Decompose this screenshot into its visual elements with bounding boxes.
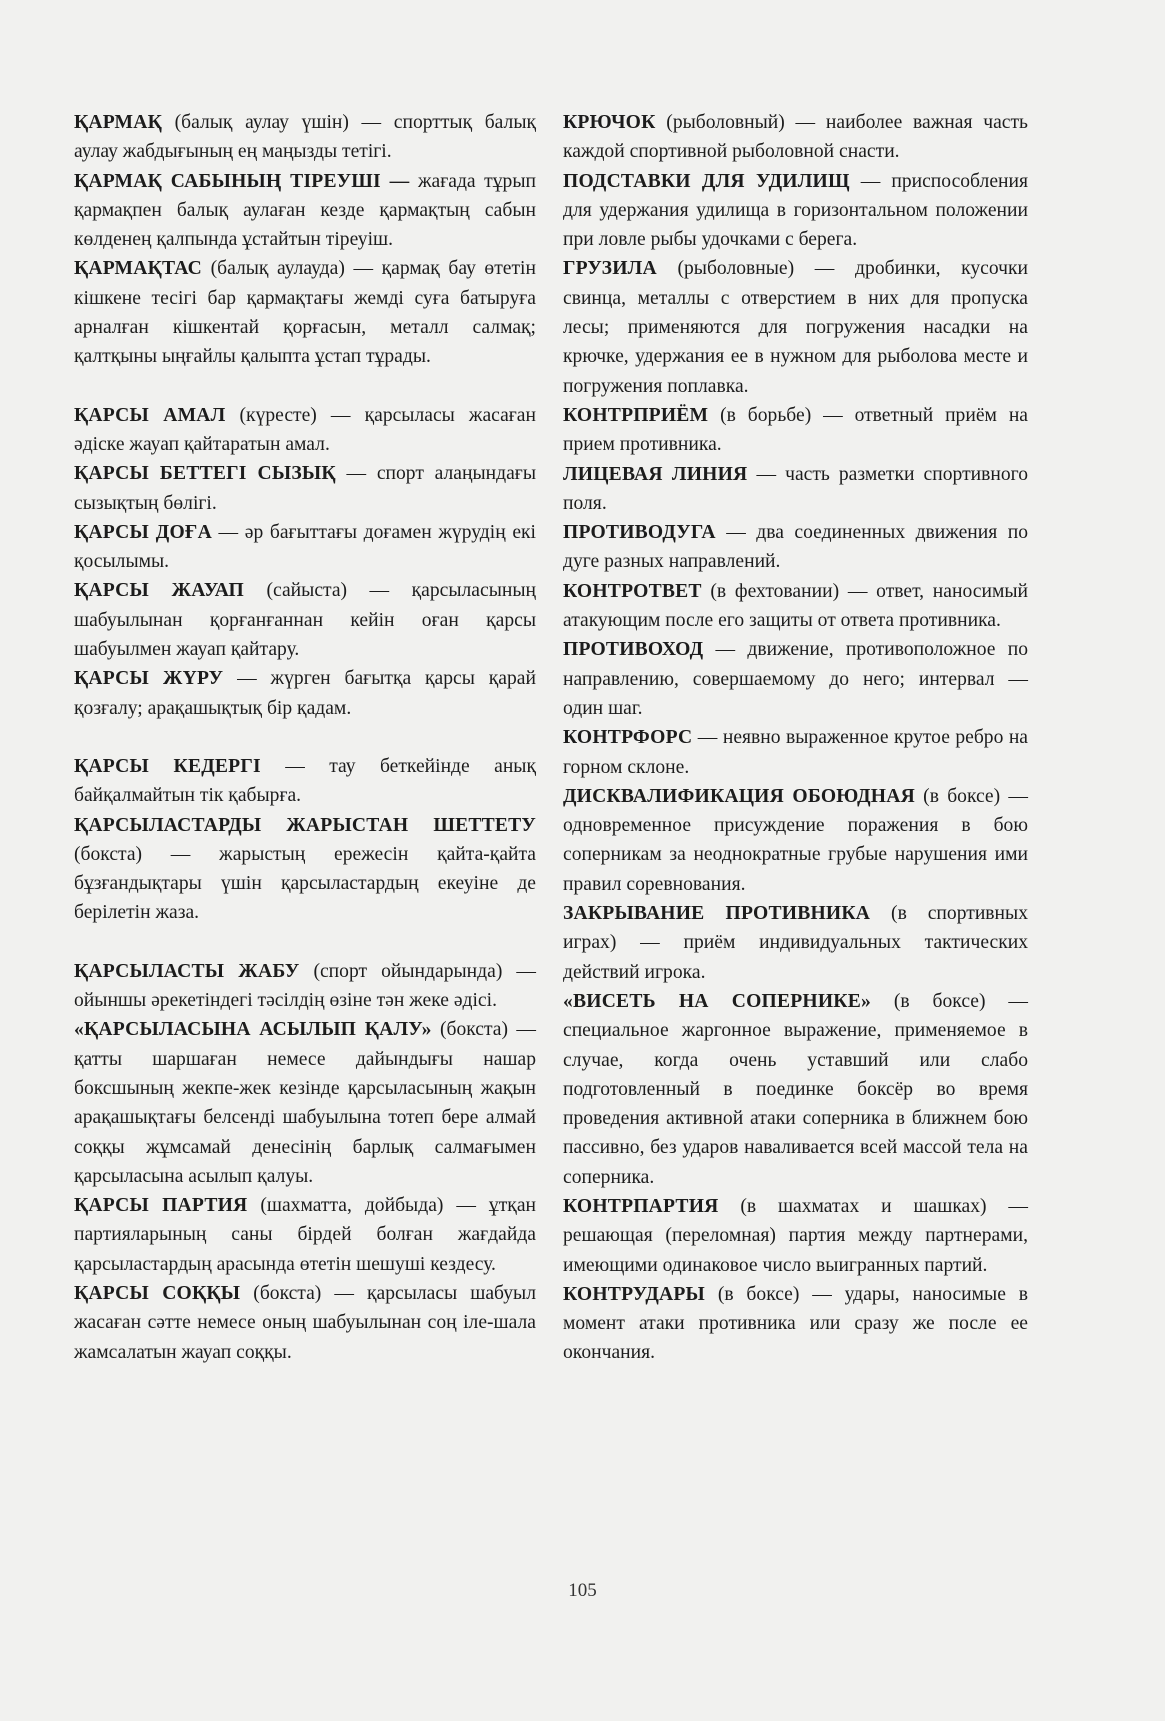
dictionary-entry (563, 899, 1028, 987)
dictionary-entry (563, 401, 1028, 460)
entry-term: ҚАРСЫ ЖҮРУ (74, 668, 224, 690)
entry-term: ҚАРСЫ ЖАУАП (74, 580, 245, 602)
dictionary-entry (563, 167, 1028, 255)
entry-term: ЛИЦЕВАЯ ЛИНИЯ (563, 463, 748, 485)
entry-definition: (в спортивных играх) — приём индивидуальных тактических действий игрока. (563, 903, 1029, 983)
dictionary-entry (563, 577, 1028, 636)
entry-definition: (күресте) — қарсыласы жасаған әдіске жауап қайтаратын амал. (74, 404, 536, 455)
entry-definition: (рыболовный) — наиболее важная часть каждой спортивной рыболовной снасти. (563, 112, 1028, 163)
dictionary-entry (563, 460, 1028, 519)
entry-term: ҚАРСЫ КЕДЕРГІ (74, 755, 261, 777)
entry-term: ПОДСТАВКИ ДЛЯ УДИЛИЩ (563, 170, 850, 192)
entry-term: ҚАРМАҚТАС (74, 258, 203, 280)
page-number: 105 (568, 1580, 597, 1601)
entry-definition: — тау беткейінде анық байқалмайтын тік қабырға. (74, 755, 536, 807)
entry-definition: (бокста) — жарыстың ережесін қайта-қайта бұзғандықтары үшін қарсыластардың екеуіне де берілетін жаза. (74, 843, 536, 924)
entry-term: ҚАРСЫ СОҚҚЫ (74, 1282, 241, 1304)
dictionary-entry (563, 723, 1028, 782)
entry-definition: (бокста) — қатты шаршаған немесе дайындығы нашар боксшының жекпе-жек кезінде қарсыласының жақын арақашықтағы белсенді шабуылына тотеп бере алмай соққы жұмсамай денесінің барлық салмағымен қарсыласына асылып қалуы. (74, 1019, 536, 1187)
entry-definition: — жүрген бағытқа қарсы қарай қозғалу; арақашықтық бір қадам. (74, 668, 536, 719)
entry-term: ПРОТИВОХОД (563, 639, 704, 661)
dictionary-entry (74, 254, 536, 371)
entry-term: ҚАРМАҚ (74, 112, 163, 133)
entry-definition: — спорт алаңындағы сызықтың бөлігі. (74, 463, 536, 514)
dictionary-entry (74, 459, 536, 518)
dictionary-entry (563, 782, 1028, 899)
entry-definition: жағада тұрып қармақпен балық аулаған кезде қармақтың сабын көлденең қалпында ұстайтын тіреуіш. (74, 170, 536, 251)
entry-term: ҚАРСЫ БЕТТЕГІ СЫЗЫҚ (74, 463, 336, 485)
dictionary-entry (74, 167, 536, 255)
entry-definition: — әр бағыттағы доғамен жүрудің екі қосылымы. (74, 521, 536, 573)
entry-term: ДИСКВАЛИФИКАЦИЯ ОБОЮДНАЯ (563, 785, 915, 807)
dictionary-entry (563, 254, 1028, 400)
dictionary-entry (74, 576, 536, 664)
entry-definition: — неявно выраженное крутое ребро на горном склоне. (563, 727, 1028, 778)
entry-definition: (в шахматах и шашках) — решающая (переломная) партия между партнерами, имеющими одинаковое число выигранных партий. (563, 1195, 1028, 1276)
entry-term: ҚАРСЫ АМАЛ (74, 404, 226, 426)
entry-definition: (в боксе) — одновременное присуждение поражения в бою соперникам за неоднократные грубые нарушения ими правил соревнования. (563, 785, 1028, 895)
dictionary-entry (563, 987, 1028, 1192)
entry-term: ҚАРМАҚ САБЫНЫҢ ТІРЕУШІ — (74, 170, 410, 192)
entry-term: КОНТРПРИЁМ (563, 404, 709, 426)
entry-term: ҚАРСЫЛАСТАРДЫ ЖАРЫСТАН ШЕТТЕТУ (74, 814, 536, 836)
dictionary-entry (74, 1015, 536, 1191)
left-column-kazakh (74, 108, 536, 1367)
dictionary-entry (563, 1280, 1028, 1368)
dictionary-entry (74, 752, 536, 811)
entry-definition: — приспособления для удержания удилища в горизонтальном положении при ловле рыбы удочками с берега. (563, 170, 1028, 251)
dictionary-entry (563, 635, 1028, 723)
dictionary-entry (74, 108, 536, 167)
entry-definition: (бокста) — қарсыласы шабуыл жасаған сәтте немесе оның шабуылынан соң іле-шала жамсалатын жауап соққы. (74, 1282, 536, 1363)
entry-definition: (рыболовные) — дробинки, кусочки свинца, металлы с отверстием в них для пропуска лесы; применяются для погружения насадки на крючке, удержания ее в нужном для рыболова месте и погружения поплавка. (563, 258, 1028, 397)
dictionary-entry (74, 811, 536, 928)
entry-definition: — часть разметки спортивного поля. (563, 463, 1028, 514)
dictionary-entry (74, 1191, 536, 1279)
entry-definition: (сайыста) — қарсыласының шабуылынан қорғанғаннан кейін оған қарсы шабуылмен жауап қайтару. (74, 580, 536, 661)
dictionary-entry (74, 518, 536, 577)
entry-term: ГРУЗИЛА (563, 258, 657, 280)
entry-definition: (в боксе) — удары, наносимые в момент атаки противника или сразу же после ее окончания. (563, 1283, 1028, 1364)
entry-term: ЗАКРЫВАНИЕ ПРОТИВНИКА (563, 903, 871, 925)
entry-term: ПРОТИВОДУГА (563, 522, 716, 544)
entry-definition: (в боксе) — специальное жаргонное выражение, применяемое в случае, когда очень уставший или слабо подготовленный в поединке боксёр во время проведения активной атаки соперника в ближнем бою пассивно, без ударов наваливается всей массой тела на соперника. (563, 990, 1028, 1188)
entry-term: ҚАРСЫЛАСТЫ ЖАБУ (74, 960, 300, 982)
right-column-russian (563, 108, 1028, 1368)
dictionary-entry (74, 401, 536, 460)
entry-definition: (балық аулауда) — қармақ бау өтетін кішкене тесігі бар қармақтағы жемді суға батыруға арналған кішкентай қорғасын, металл салмақ; қалтқыны ыңғайлы қалыпта ұстап тұрады. (74, 258, 536, 368)
dictionary-entry (74, 664, 536, 723)
entry-definition: (в фехтовании) — ответ, наносимый атакующим после его защиты от ответа противника. (563, 580, 1028, 632)
entry-definition: (спорт ойындарында) — ойыншы әрекетіндегі тәсілдің өзіне тән жеке әдісі. (74, 960, 536, 1012)
entry-term: КОНТРОТВЕТ (563, 580, 702, 602)
entry-definition: (в борьбе) — ответный приём на прием противника. (563, 404, 1028, 456)
entry-term: КОНТРУДАРЫ (563, 1283, 705, 1305)
entry-term: ҚАРСЫ ДОҒА (74, 521, 212, 543)
entry-definition: (шахматта, дойбыда) — ұтқан партияларының саны бірдей болған жағдайда қарсыластардың арасында өтетін шешуші кездесу. (74, 1195, 536, 1275)
entry-term: «ВИСЕТЬ НА СОПЕРНИКЕ» (563, 990, 871, 1012)
entry-term: КОНТРПАРТИЯ (563, 1195, 719, 1217)
entry-term: КОНТРФОРС (563, 727, 693, 749)
entry-term: ҚАРСЫ ПАРТИЯ (74, 1195, 248, 1217)
entry-definition: — движение, противоположное по направлению, совершаемому до него; интервал — один шаг. (563, 639, 1028, 719)
entry-term: КРЮЧОК (563, 112, 656, 133)
dictionary-entry (563, 1192, 1028, 1280)
entry-definition: — два соединенных движения по дуге разных направлений. (563, 522, 1028, 573)
dictionary-entry (74, 957, 536, 1016)
dictionary-entry (74, 1279, 536, 1367)
dictionary-entry (563, 108, 1028, 167)
entry-term: «ҚАРСЫЛАСЫНА АСЫЛЫП ҚАЛУ» (74, 1019, 432, 1041)
entry-definition: (балық аулау үшін) — спорттық балық аулау жабдығының ең маңызды тетігі. (74, 112, 536, 163)
dictionary-entry (563, 518, 1028, 577)
